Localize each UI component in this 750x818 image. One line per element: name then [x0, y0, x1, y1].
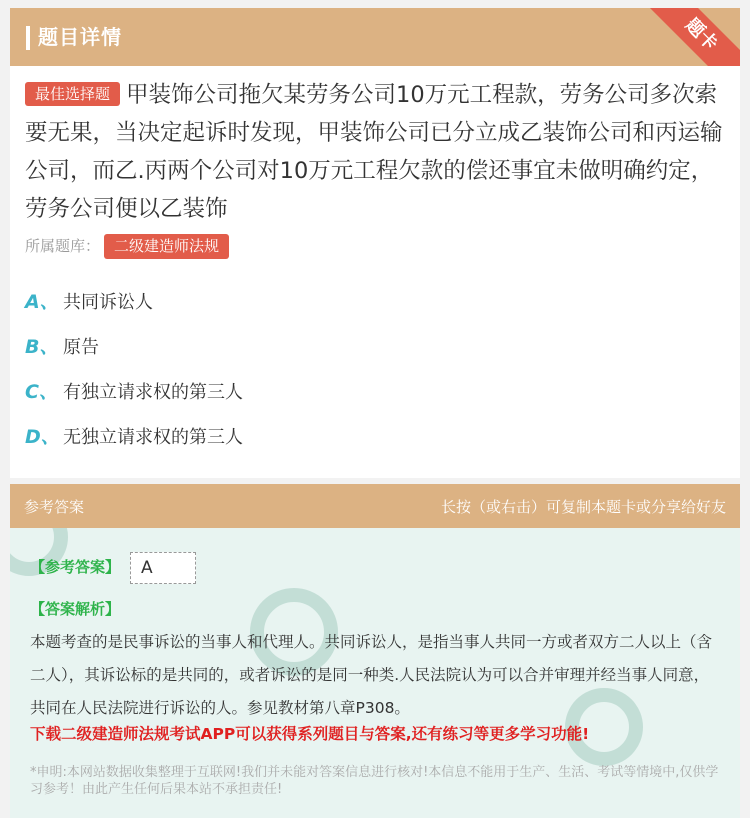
- app-promo-link[interactable]: 下载二级建造师法规考试APP可以获得系列题目与答案,还有练习等更多学习功能!: [30, 725, 590, 743]
- source-label: 所属题库：: [25, 237, 101, 255]
- explanation-label: 【答案解析】: [30, 600, 121, 618]
- share-hint: 长按（或右击）可复制本题卡或分享给好友: [440, 498, 726, 516]
- option-text: 原告: [63, 337, 99, 358]
- option-c[interactable]: [25, 379, 243, 406]
- page-title: 题目详情: [38, 25, 122, 49]
- option-letter: D、: [25, 426, 60, 448]
- answer-label: 【参考答案】: [30, 558, 121, 576]
- header-accent-bar: [26, 26, 30, 50]
- answer-value: A: [130, 552, 196, 584]
- question-text: 甲装饰公司拖欠某劳务公司10万元工程款，劳务公司多次索要无果，当决定起诉时发现，甲装饰公司已分立成乙装饰公司和丙运输公司，而乙.丙两个公司对10万元工程欠款的偿还事宜未做明确约定，劳务公司便以乙装饰: [25, 82, 723, 222]
- answer-section-title: 参考答案: [24, 498, 85, 516]
- option-letter: B、: [25, 336, 59, 358]
- corner-ribbon: [636, 8, 740, 66]
- option-text: 有独立请求权的第三人: [63, 382, 243, 403]
- disclaimer-text: *申明:本网站数据收集整理于互联网!我们并未能对答案信息进行核对!本信息不能用于生产、生活、考试等情境中,仅供学习参考！由此产生任何后果本站不承担责任!: [30, 765, 719, 797]
- option-letter: C、: [25, 381, 58, 403]
- option-b[interactable]: [25, 334, 99, 361]
- option-text: 共同诉讼人: [63, 292, 153, 313]
- ribbon-label: 题卡: [681, 14, 722, 55]
- option-a[interactable]: [25, 289, 153, 316]
- question-type-tag: 最佳选择题: [25, 82, 120, 106]
- question-text-block: [25, 76, 730, 228]
- question-header: [10, 8, 740, 66]
- answer-header: [10, 484, 740, 528]
- option-text: 无独立请求权的第三人: [63, 427, 243, 448]
- explanation-text: 本题考查的是民事诉讼的当事人和代理人。共同诉讼人，是指当事人共同一方或者双方二人以上（含二人），其诉讼标的是共同的，或者诉讼的是同一种类.人民法院认为可以合并审理并经当事人同意，共同在人民法院进行诉讼的人。参见教材第八章P308。: [30, 633, 713, 717]
- option-d[interactable]: [25, 424, 243, 451]
- source-tag[interactable]: 二级建造师法规: [104, 234, 229, 259]
- option-letter: A、: [25, 291, 59, 313]
- question-source: [25, 233, 229, 259]
